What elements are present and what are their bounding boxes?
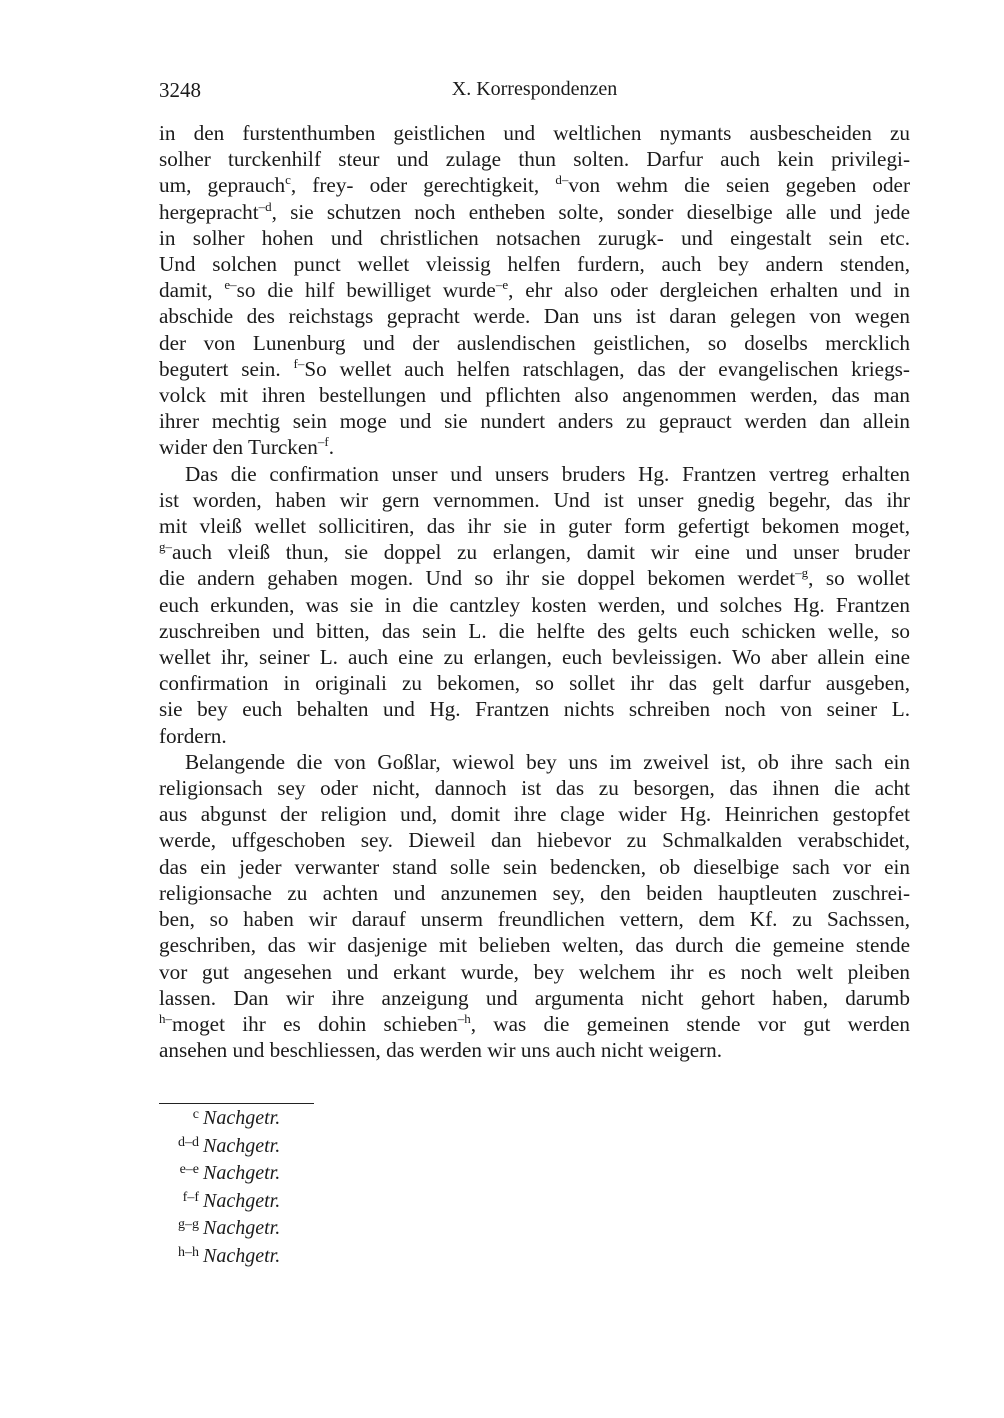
footnote-text: Nachgetr. [203,1162,281,1184]
footnote-mark: f–f [182,1189,199,1205]
footnote-marker: –e [495,277,509,293]
text-line: der von Lunenburg und der auslendischen geistlichen, so doselbs mercklich [159,330,910,355]
text-line: in solher hohen und christlichen notsachen zurugk- und eingestalt sein etc. [159,225,910,250]
text-line: religionsach sey oder nicht, dannoch ist das zu besorgen, das ihnen die acht [159,776,910,801]
page-number: 3248 [159,78,201,102]
text-line: lassen. Dan wir ihre anzeigung und argumenta nicht gehort haben, darumb [159,985,910,1010]
text-line: $^{g-}$auch vleiß thun, sie doppel zu erlangen, damit wir eine und unser bruder [159,539,910,565]
text-line: fordern. [159,723,227,748]
text-line: mit vleiß wellet sollicitiren, das ihr sie in guter form gefertigt bekomen moget, [159,514,910,539]
footnote-text: Nachgetr. [203,1189,281,1212]
text-line: wider den Turcken$^{-f}$. [159,434,335,460]
text-line: abschide des reichstags gepracht werde. Dan uns ist daran gelegen von wegen [159,304,910,329]
text-line: Und solchen punct wellet vleissig helfen furdern, auch bey andern stenden, [159,252,910,277]
footnote-marker: d– [555,172,569,188]
text-line: zuschreiben und bitten, das sein L. die helfte des gelts euch schicken welle, so [159,618,910,643]
text-line: ihrer mechtig sein moge und sie nundert anders zu geprauct werden dan allein [159,409,910,434]
text-line: ansehen und beschliessen, das werden wir uns auch nicht weigern. [159,1038,723,1063]
text-line: solher turckenhilf steur und zulage thun solten. Darfur auch kein privilegi- [159,147,910,172]
footnote [159,1161,459,1189]
footnote-mark: d–d [178,1134,199,1150]
footnote-marker: e– [224,277,237,293]
text-line: wellet ihr, seiner L. auch eine zu erlangen, euch bevleissigen. Wo aber allein eine [159,645,910,670]
text-line: um, geprauch$^c$, frey- oder gerechtigkeit, $^{d-}$von wehm die seien gegeben oder [159,172,911,198]
footnote-marker: –d [258,198,272,214]
text-line: sie bey euch behalten und Hg. Frantzen nichts schreiben noch von seiner L. [159,697,910,722]
text-line: hergepracht$^{-d}$, sie schutzen noch entheben solte, sonder dieselbige alle und jede [159,198,910,224]
text-line: religionsache zu achten und anzunemen sey, den beiden hauptleuten zuschrei- [159,880,910,905]
text-line: das ein jeder verwanter stand solle sein bedencken, ob dieselbige sach vor ein [159,854,910,879]
text-line: ist worden, haben wir gern vernommen. Und ist unser gnedig begehr, das ihr [159,487,910,512]
footnote-marker: –g [795,565,809,581]
footnote [159,1189,459,1217]
main-text [159,120,910,1063]
footnote [159,1216,459,1244]
footnote-marker: g– [159,539,172,555]
footnote-marker: c [285,172,291,188]
paragraph [159,461,910,749]
text-line: confirmation in originali zu bekomen, so sollet ihr das gelt darfur ausgeben, [159,671,910,696]
text-line: Belangende die von Goßlar, wiewol bey uns im zweivel ist, ob ihre sach ein [185,749,910,774]
paragraph [159,120,910,461]
text-line: euch erkunden, was sie in die cantzley kosten werden, und solches Hg. Frantzen [159,592,910,617]
footnote-marker: h– [159,1010,172,1026]
footnote-marker: –h [457,1010,471,1026]
footnote-text: Nachgetr. [203,1107,281,1129]
text-line: in den furstenthumben geistlichen und weltlichen nymants ausbescheiden zu [159,121,910,145]
footnote-mark: h–h [178,1244,199,1260]
text-line: geschriben, das wir dasjenige mit belieben welten, das durch die gemeine stende [159,933,910,958]
text-line: die andern gehaben mogen. Und so ihr sie doppel bekomen werdet$^{-g}$, so wollet [159,565,910,591]
footnote-text: Nachgetr. [203,1217,281,1239]
text-line: Das die confirmation unser und unsers bruders Hg. Frantzen vertreg erhalten [185,461,910,486]
text-line: vor gut angesehen und erkant wurde, bey welchem ihr es noch welt pleiben [159,959,910,984]
paragraph [159,749,910,1063]
text-line: damit, $^{e-}$so die hilf bewilliget wurde$^{-e}$, ehr also oder dergleichen erhalten und in [159,277,910,303]
text-line: ben, so haben wir darauf unserm freundlichen vettern, dem Kf. zu Sachssen, [159,907,910,932]
text-line: volck mit ihren bestellungen und pflichten also angenommen werden, das man [159,383,910,408]
footnote-marker: –f [317,434,329,450]
running-head: X. Korrespondenzen [451,78,618,100]
text-line: $^{h-}$moget ihr es dohin schieben$^{-h}$, was die gemeinen stende vor gut werden [159,1010,910,1036]
text-line: begutert sein. $^{f-}$So wellet auch helfen ratschlagen, das der evangelischen kriegs- [159,355,910,381]
text-line: aus abgunst der religion und, domit ihre clage wider Hg. Heinrichen gestopfet [159,802,910,827]
page-header [159,78,910,108]
footnotes [159,1106,459,1271]
footnote-text: Nachgetr. [203,1244,281,1267]
footnote [159,1106,459,1134]
footnote-mark: g–g [178,1217,199,1232]
footnote-mark: c [192,1107,199,1122]
footnote [159,1134,459,1162]
footnote-mark: e–e [179,1162,199,1177]
footnote-marker: f– [293,355,305,371]
footnote [159,1244,459,1272]
footnote-text: Nachgetr. [203,1134,281,1157]
text-line: werde, uffgeschoben sey. Dieweil dan hiebevor zu Schmalkalden verabschidet, [159,828,910,853]
